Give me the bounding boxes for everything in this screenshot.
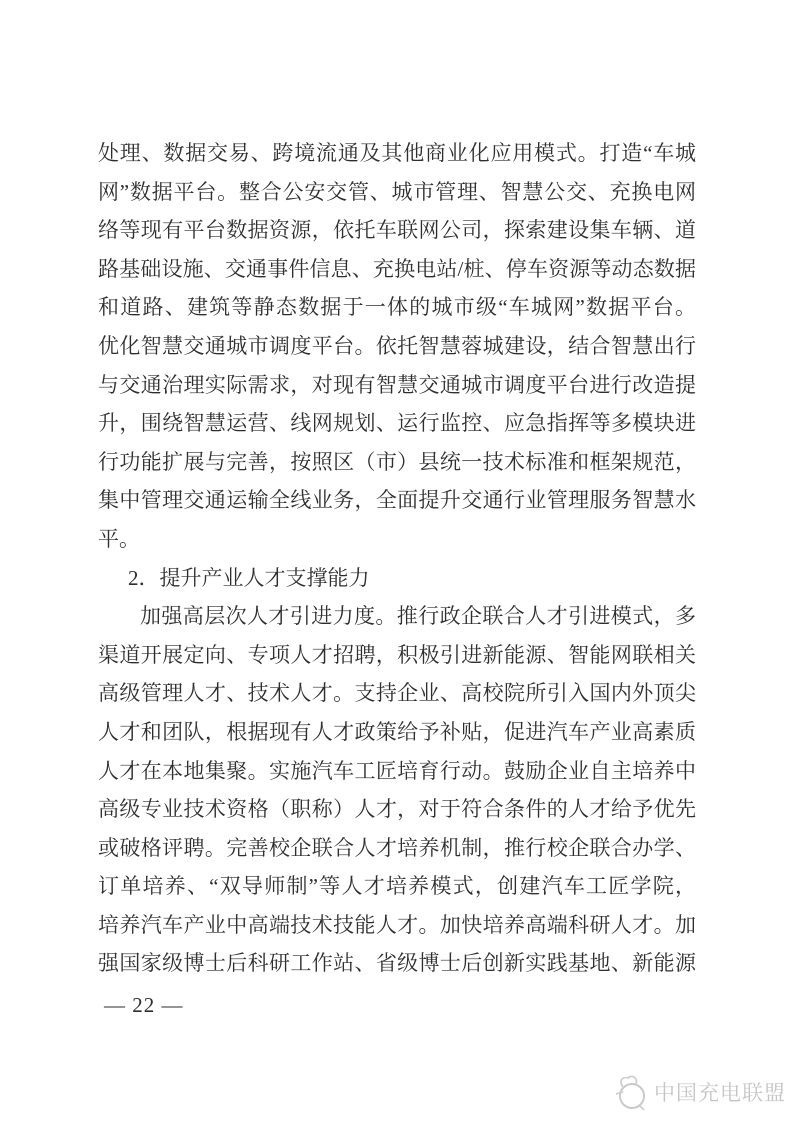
page-number: — 22 — [104,993,184,1017]
text-line: 处理、数据交易、跨境流通及其他商业化应用模式。打造“车城 [98,141,696,165]
page-text-block [98,134,696,983]
text-line: 和道路、建筑等静态数据于一体的城市级“车城网”数据平台。 [98,295,696,320]
text-line: 与交通治理实际需求，对现有智慧交通城市调度平台进行改造提 [98,372,696,397]
text-line: 网”数据平台。整合公安交管、城市管理、智慧公交、充换电网 [98,179,696,204]
text-line: 行功能扩展与完善，按照区（市）县统一技术标准和框架规范， [98,449,696,474]
text-line: 集中管理交通运输全线业务，全面提升交通行业管理服务智慧水 [98,488,696,513]
text-line: 渠道开展定向、专项人才招聘，积极引进新能源、智能网联相关 [98,642,696,667]
text-line: 加强高层次人才引进力度。推行政企联合人才引进模式，多 [140,604,696,629]
text-line: 订单培养、“双导师制”等人才培养模式，创建汽车工匠学院， [98,874,696,899]
text-line: 平。 [98,526,140,551]
watermark-label: 中国充电联盟 [654,1082,786,1105]
text-line: 高级管理人才、技术人才。支持企业、高校院所引入国内外顶尖 [98,681,696,706]
text-line: 人才在本地集聚。实施汽车工匠培育行动。鼓励企业自主培养中 [98,758,696,783]
text-line: 培养汽车产业中高端技术技能人才。加快培养高端科研人才。加 [98,912,696,937]
text-line: 人才和团队，根据现有人才政策给予补贴，促进汽车产业高素质 [98,719,696,744]
text-line: 高级专业技术资格（职称）人才，对于符合条件的人才给予优先 [98,797,696,822]
text-line: 升，围绕智慧运营、线网规划、运行监控、应急指挥等多模块进 [98,411,696,436]
text-line: 强国家级博士后科研工作站、省级博士后创新实践基地、新能源 [98,951,696,976]
text-line: 优化智慧交通城市调度平台。依托智慧蓉城建设，结合智慧出行 [98,333,696,358]
watermark [610,1062,793,1122]
text-line: 络等现有平台数据资源，依托车联网公司，探索建设集车辆、道 [98,218,696,243]
text-line: 路基础设施、交通事件信息、充换电站/桩、停车资源等动态数据 [98,256,696,281]
alliance-logo-icon [610,1072,648,1112]
text-line: 或破格评聘。完善校企联合人才培养机制，推行校企联合办学、 [98,835,696,860]
section-heading: 2．提升产业人才支撑能力 [128,565,370,590]
